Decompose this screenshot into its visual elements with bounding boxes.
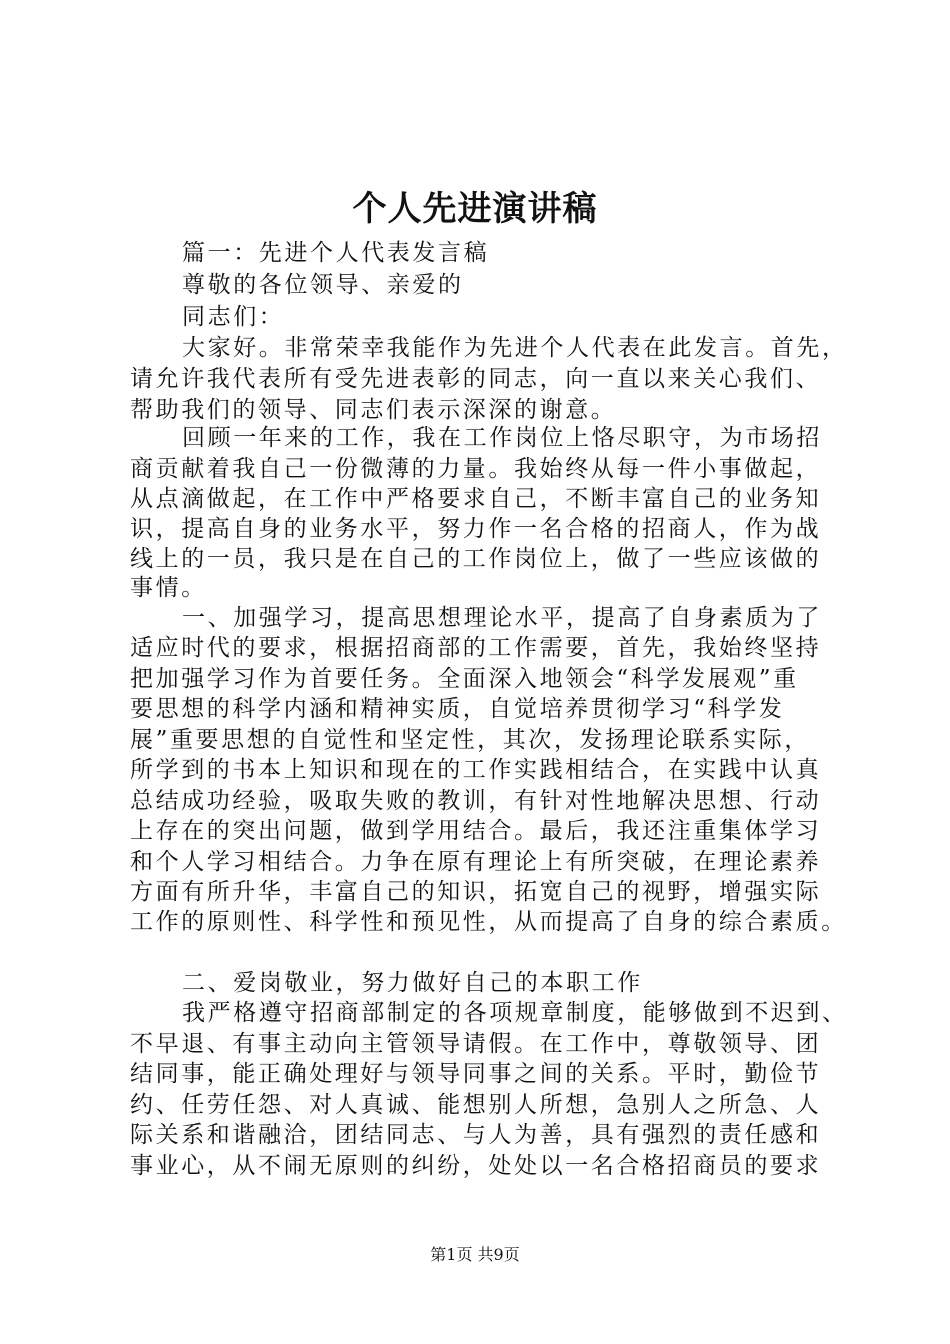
text-line: 商贡献着我自己一份微薄的力量。我始终从每一件小事做起， — [130, 456, 822, 482]
text-line: 和个人学习相结合。力争在原有理论上有所突破，在理论素养 — [130, 849, 822, 875]
text-line: 请允许我代表所有受先进表彰的同志，向一直以来关心我们、 — [130, 366, 822, 392]
text-line: 际关系和谐融洽，团结同志、与人为善，具有强烈的责任感和 — [130, 1122, 822, 1148]
text-line: 同志们： — [182, 304, 285, 330]
text-line: 方面有所升华，丰富自己的知识，拓宽自己的视野，增强实际 — [130, 879, 822, 905]
text-line: 一、加强学习，提高思想理论水平，提高了自身素质为了 — [182, 605, 822, 631]
text-line: 约、任劳任怨、对人真诚、能想别人所想，急别人之所急、人 — [130, 1092, 822, 1118]
text-line: 工作的原则性、科学性和预见性，从而提高了自身的综合素质。 — [130, 909, 847, 935]
text-line: 尊敬的各位领导、亲爱的 — [182, 272, 464, 298]
text-line: 识，提高自身的业务水平，努力作一名合格的招商人，作为战 — [130, 516, 822, 542]
text-line: 我严格遵守招商部制定的各项规章制度，能够做到不迟到、 — [182, 1000, 848, 1026]
text-line: 所学到的书本上知识和现在的工作实践相结合，在实践中认真 — [130, 757, 822, 783]
text-line: 展”重要思想的自觉性和坚定性，其次，发扬理论联系实际， — [130, 727, 810, 753]
text-line: 大家好。非常荣幸我能作为先进个人代表在此发言。首先， — [182, 335, 848, 361]
text-line: 线上的一员，我只是在自己的工作岗位上，做了一些应该做的 — [130, 546, 822, 572]
text-line: 二、爱岗敬业，努力做好自己的本职工作 — [182, 970, 643, 996]
text-line: 结同事，能正确处理好与领导同事之间的关系。平时，勤俭节 — [130, 1061, 822, 1087]
text-line: 事业心，从不闹无原则的纠纷，处处以一名合格招商员的要求 — [130, 1153, 822, 1179]
text-line: 回顾一年来的工作，我在工作岗位上恪尽职守，为市场招 — [182, 425, 822, 451]
text-line: 上存在的突出问题，做到学用结合。最后，我还注重集体学习 — [130, 818, 822, 844]
text-line: 适应时代的要求，根据招商部的工作需要，首先，我始终坚持 — [130, 635, 822, 661]
text-line: 总结成功经验，吸取失败的教训，有针对性地解决思想、行动 — [130, 788, 822, 814]
page-footer: 第1页 共9页 — [430, 1245, 520, 1264]
document-title: 个人先进演讲稿 — [352, 189, 598, 229]
text-line: 把加强学习作为首要任务。全面深入地领会“科学发展观”重 — [130, 666, 799, 692]
text-line: 要思想的科学内涵和精神实质，自觉培养贯彻学习“科学发 — [130, 696, 785, 722]
text-line: 篇一：先进个人代表发言稿 — [182, 240, 490, 266]
text-line: 不早退、有事主动向主管领导请假。在工作中，尊敬领导、团 — [130, 1031, 822, 1057]
text-line: 事情。 — [130, 575, 207, 601]
text-line: 从点滴做起，在工作中严格要求自己，不断丰富自己的业务知 — [130, 486, 822, 512]
text-line: 帮助我们的领导、同志们表示深深的谢意。 — [130, 397, 617, 423]
